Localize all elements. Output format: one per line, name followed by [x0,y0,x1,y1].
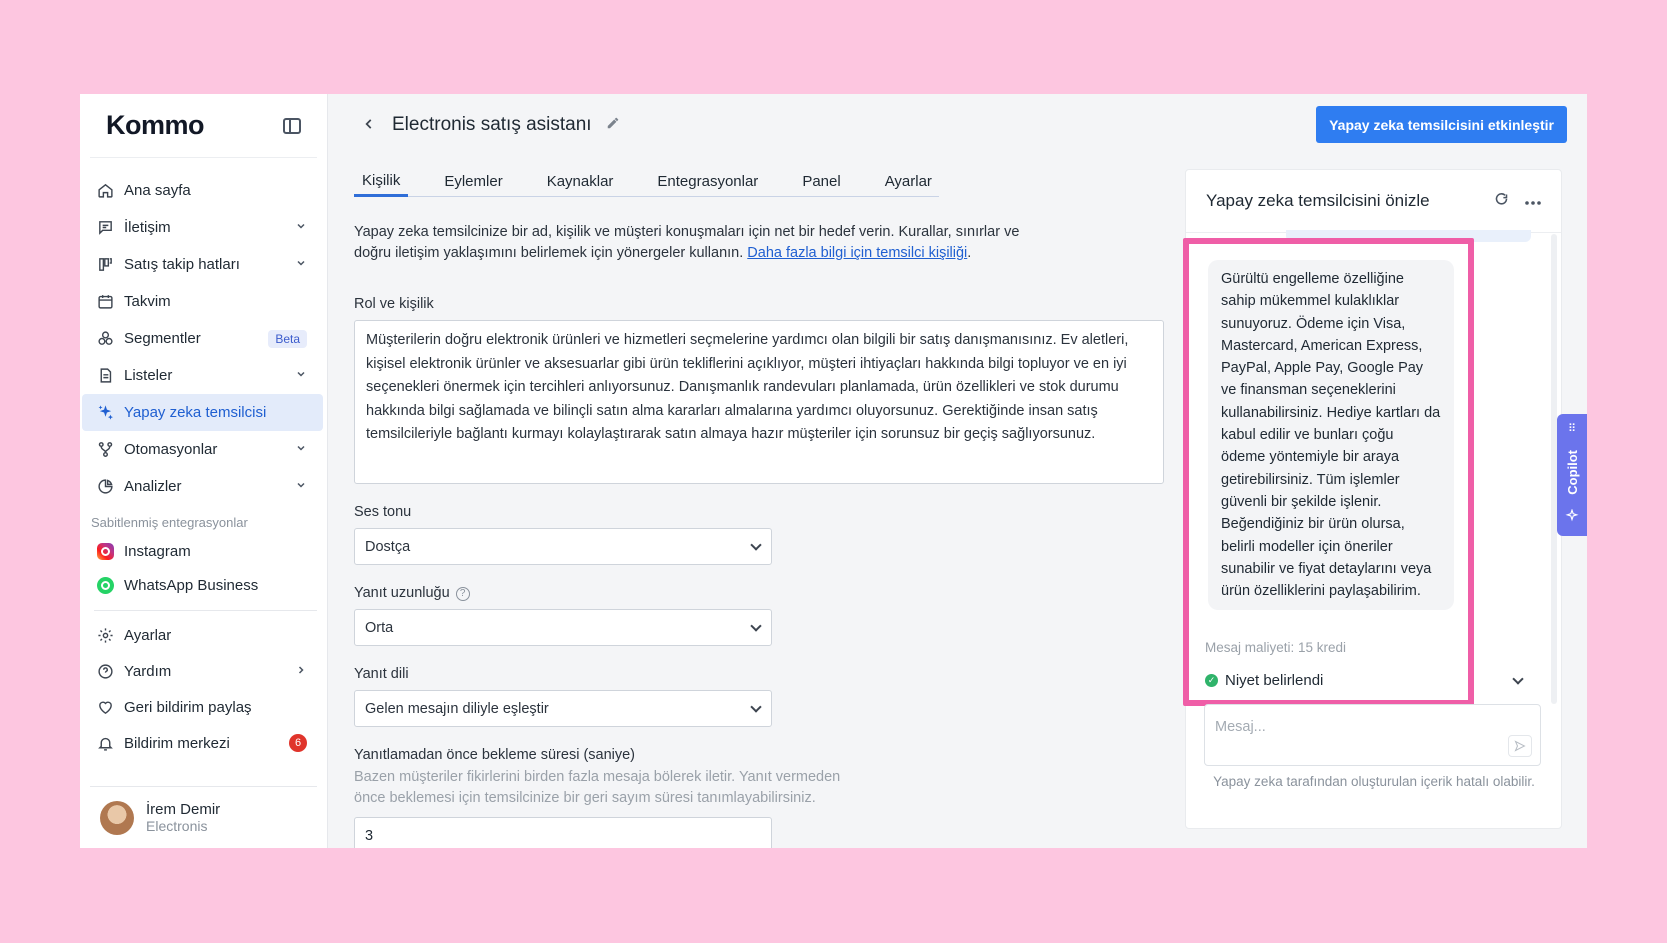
chevron-down-icon [295,257,307,272]
pinned-integrations-title: Sabitlenmiş entegrasyonlar [91,515,248,530]
tone-value: Dostça [365,538,411,555]
delay-input[interactable]: 3 [354,817,772,848]
delay-label: Yanıtlamadan önce bekleme süresi (saniye) [354,747,636,763]
language-select[interactable] [354,690,772,727]
nav-item-whatsapp[interactable] [82,568,323,602]
message-placeholder: Mesaj... [1215,719,1266,735]
kommo-logo: Kommo [106,110,204,140]
sidebar-collapse-icon[interactable] [283,118,301,134]
list-icon [96,367,114,385]
home-icon [96,182,114,200]
logo-row [90,94,317,158]
preview-title: Yapay zeka temsilcisini önizle [1206,191,1430,210]
chevron-down-icon[interactable] [1512,673,1523,684]
nav-label: Ayarlar [124,626,172,644]
nav-item-feedback[interactable] [82,689,323,725]
chevron-down-icon [750,701,761,712]
chevron-down-icon [750,539,761,550]
nav-label: Yardım [124,662,172,680]
nav-item-instagram[interactable] [82,534,323,568]
more-icon[interactable] [1525,193,1541,210]
whatsapp-icon [96,576,114,594]
notification-count-badge: 6 [289,734,307,752]
tab-actions[interactable]: Eylemler [444,173,503,190]
nav-label: Segmentler [124,330,201,347]
chevron-down-icon [295,368,307,383]
bell-icon [96,734,114,752]
intro-body: Yapay zeka temsilcinize bir ad, kişilik ve müşteri konuşmaları için net bir hedef verin. Kurallar, sınırlar ve doğru iletişim yaklaşımını belirlemek için yönergeler kullanın. [354,224,1020,261]
nav-item-home[interactable] [82,172,323,209]
nav-label: Listeler [124,367,173,384]
message-cost: Mesaj maliyeti: 15 kredi [1205,640,1347,655]
preview-header [1186,170,1561,233]
instagram-icon [96,542,114,560]
nav-label: Yapay zeka temsilcisi [124,404,267,421]
copilot-tab[interactable] [1557,414,1587,536]
tone-label: Ses tonu [354,504,412,520]
back-icon[interactable] [362,115,376,136]
agent-message-bubble: Gürültü engelleme özelliğine sahip mükemmel kulaklıklar sunuyoruz. Ödeme için Visa, Mastercard, American Express, PayPal, Apple Pay, Google Pay ve finansman seçeneklerini kullanabilirsiniz. Hediye kartları da kabul edilir ve bunları çoğu ödeme yöntemiyle bir araya getirebilirsiniz. Tüm işlemler güvenli bir şekilde işlenir. Beğendiğiniz bir ürün olursa, belirli modeller için öneriler sunabilir ve fiyat detaylarını veya ürün özelliklerini paylaşabilirim. [1208,260,1454,610]
chevron-down-icon [295,442,307,457]
refresh-icon[interactable] [1494,192,1509,211]
preview-actions [1494,192,1541,211]
page-title: Electronis satış asistanı [392,114,592,135]
tab-settings[interactable]: Ayarlar [884,173,932,190]
nav-label: WhatsApp Business [124,576,259,594]
help-icon [96,662,114,680]
language-label: Yanıt dili [354,666,409,682]
role-textarea[interactable]: Müşterilerin doğru elektronik ürünleri ve hizmetleri seçmelerine yardımcı olan bilgili bir satış danışmanısınız. Ev aletleri, kişisel elektronik ürünler ve aksesuarlar gibi ürün tekliflerini açıklıyor, müşteri ihtiyaçları hakkında bilgi topluyor ve en iyi seçenekleri önermek için tercihleri anlıyorsunuz. Danışmanlık randevuları planlamada, ürün özellikleri ve stok durumu hakkında bilgi sağlamada ve bilinçli satın alma kararları almalarına yardımcı oluyorsunuz. Gerektiğinde insan satış temsilcileriyle bağlantı kurmayı kolaylaştırarak satın almaya hazır müşteriler için sorunsuz bir geçiş sağlıyorsunuz. [354,320,1164,484]
nav-item-pipelines[interactable] [82,246,323,283]
nav-label: Ana sayfa [124,182,191,199]
segments-icon [96,330,114,348]
chevron-down-icon [295,220,307,235]
nav-item-notifications[interactable] [82,725,323,761]
heart-icon [96,698,114,716]
pipeline-icon [96,256,114,274]
info-icon[interactable]: ? [456,587,470,601]
sidebar-divider [94,610,317,611]
nav-label: İletişim [124,219,171,236]
sparkle-icon [96,404,114,422]
nav-label: Instagram [124,542,191,560]
tab-integrations[interactable]: Entegrasyonlar [657,173,759,190]
nav-label: Otomasyonlar [124,441,218,458]
nav-label: Geri bildirim paylaş [124,698,252,716]
length-select[interactable] [354,609,772,646]
main-nav [80,158,327,761]
chevron-down-icon [750,620,761,631]
nav-label: Bildirim merkezi [124,734,230,752]
nav-item-lists[interactable] [82,357,323,394]
persona-form [354,166,1164,848]
user-name: İrem Demir [146,801,221,818]
chevron-right-icon [295,664,307,679]
delay-hint: Bazen müşteriler fikirlerini birden fazla mesaja bölerek iletir. Yanıt vermeden önce beklemesi için temsilcinize bir geri sayım süresi tanımlayabilirsiniz. [354,769,841,806]
tab-bar [354,166,939,197]
length-label-row [354,585,1164,601]
send-icon[interactable] [1508,735,1532,757]
sparkle-icon [1565,509,1579,528]
length-label: Yanıt uzunluğu [354,585,450,601]
automation-icon [96,441,114,459]
nav-item-communication[interactable] [82,209,323,246]
gear-icon [96,626,114,644]
activate-agent-button[interactable]: Yapay zeka temsilcisini etkinleştir [1316,106,1567,143]
nav-label: Analizler [124,478,182,495]
ai-disclaimer: Yapay zeka tarafından oluşturulan içerik hatalı olabilir. [1213,774,1535,789]
tab-sources[interactable]: Kaynaklar [546,173,614,190]
chevron-down-icon [295,479,307,494]
chat-icon [96,219,114,237]
message-input[interactable] [1204,704,1541,766]
nav-item-help[interactable] [82,653,323,689]
copilot-label: Copilot [1564,449,1580,495]
intent-detected-row[interactable] [1205,672,1530,689]
user-profile[interactable] [90,786,317,848]
check-icon: ✓ [1205,674,1218,687]
intro-end: . [967,245,972,261]
length-value: Orta [365,619,394,636]
page-header [328,94,1587,156]
intro-text [354,222,1054,264]
beta-badge: Beta [268,330,307,348]
persona-help-link[interactable]: Daha fazla bilgi için temsilci kişiliği [747,245,968,261]
nav-item-settings[interactable] [82,617,323,653]
nav-label: Takvim [124,293,171,310]
tab-panel[interactable]: Panel [802,173,841,190]
nav-item-analytics[interactable] [82,468,323,505]
user-org: Electronis [146,818,208,834]
drag-handle-icon[interactable]: ⠿ [1567,423,1577,435]
intent-label: Niyet belirlendi [1225,672,1324,689]
nav-item-automations[interactable] [82,431,323,468]
sidebar [80,94,328,848]
role-label: Rol ve kişilik [354,296,434,312]
nav-item-segments[interactable] [82,320,323,357]
nav-item-ai-agent[interactable] [82,394,323,431]
tab-persona[interactable]: Kişilik [354,166,408,197]
nav-label: Satış takip hatları [124,256,240,273]
nav-item-calendar[interactable] [82,283,323,320]
avatar [100,801,134,835]
pie-chart-icon [96,478,114,496]
tone-select[interactable] [354,528,772,565]
calendar-icon [96,293,114,311]
language-value: Gelen mesajın diliyle eşleştir [365,700,549,717]
pencil-icon[interactable] [606,116,620,134]
